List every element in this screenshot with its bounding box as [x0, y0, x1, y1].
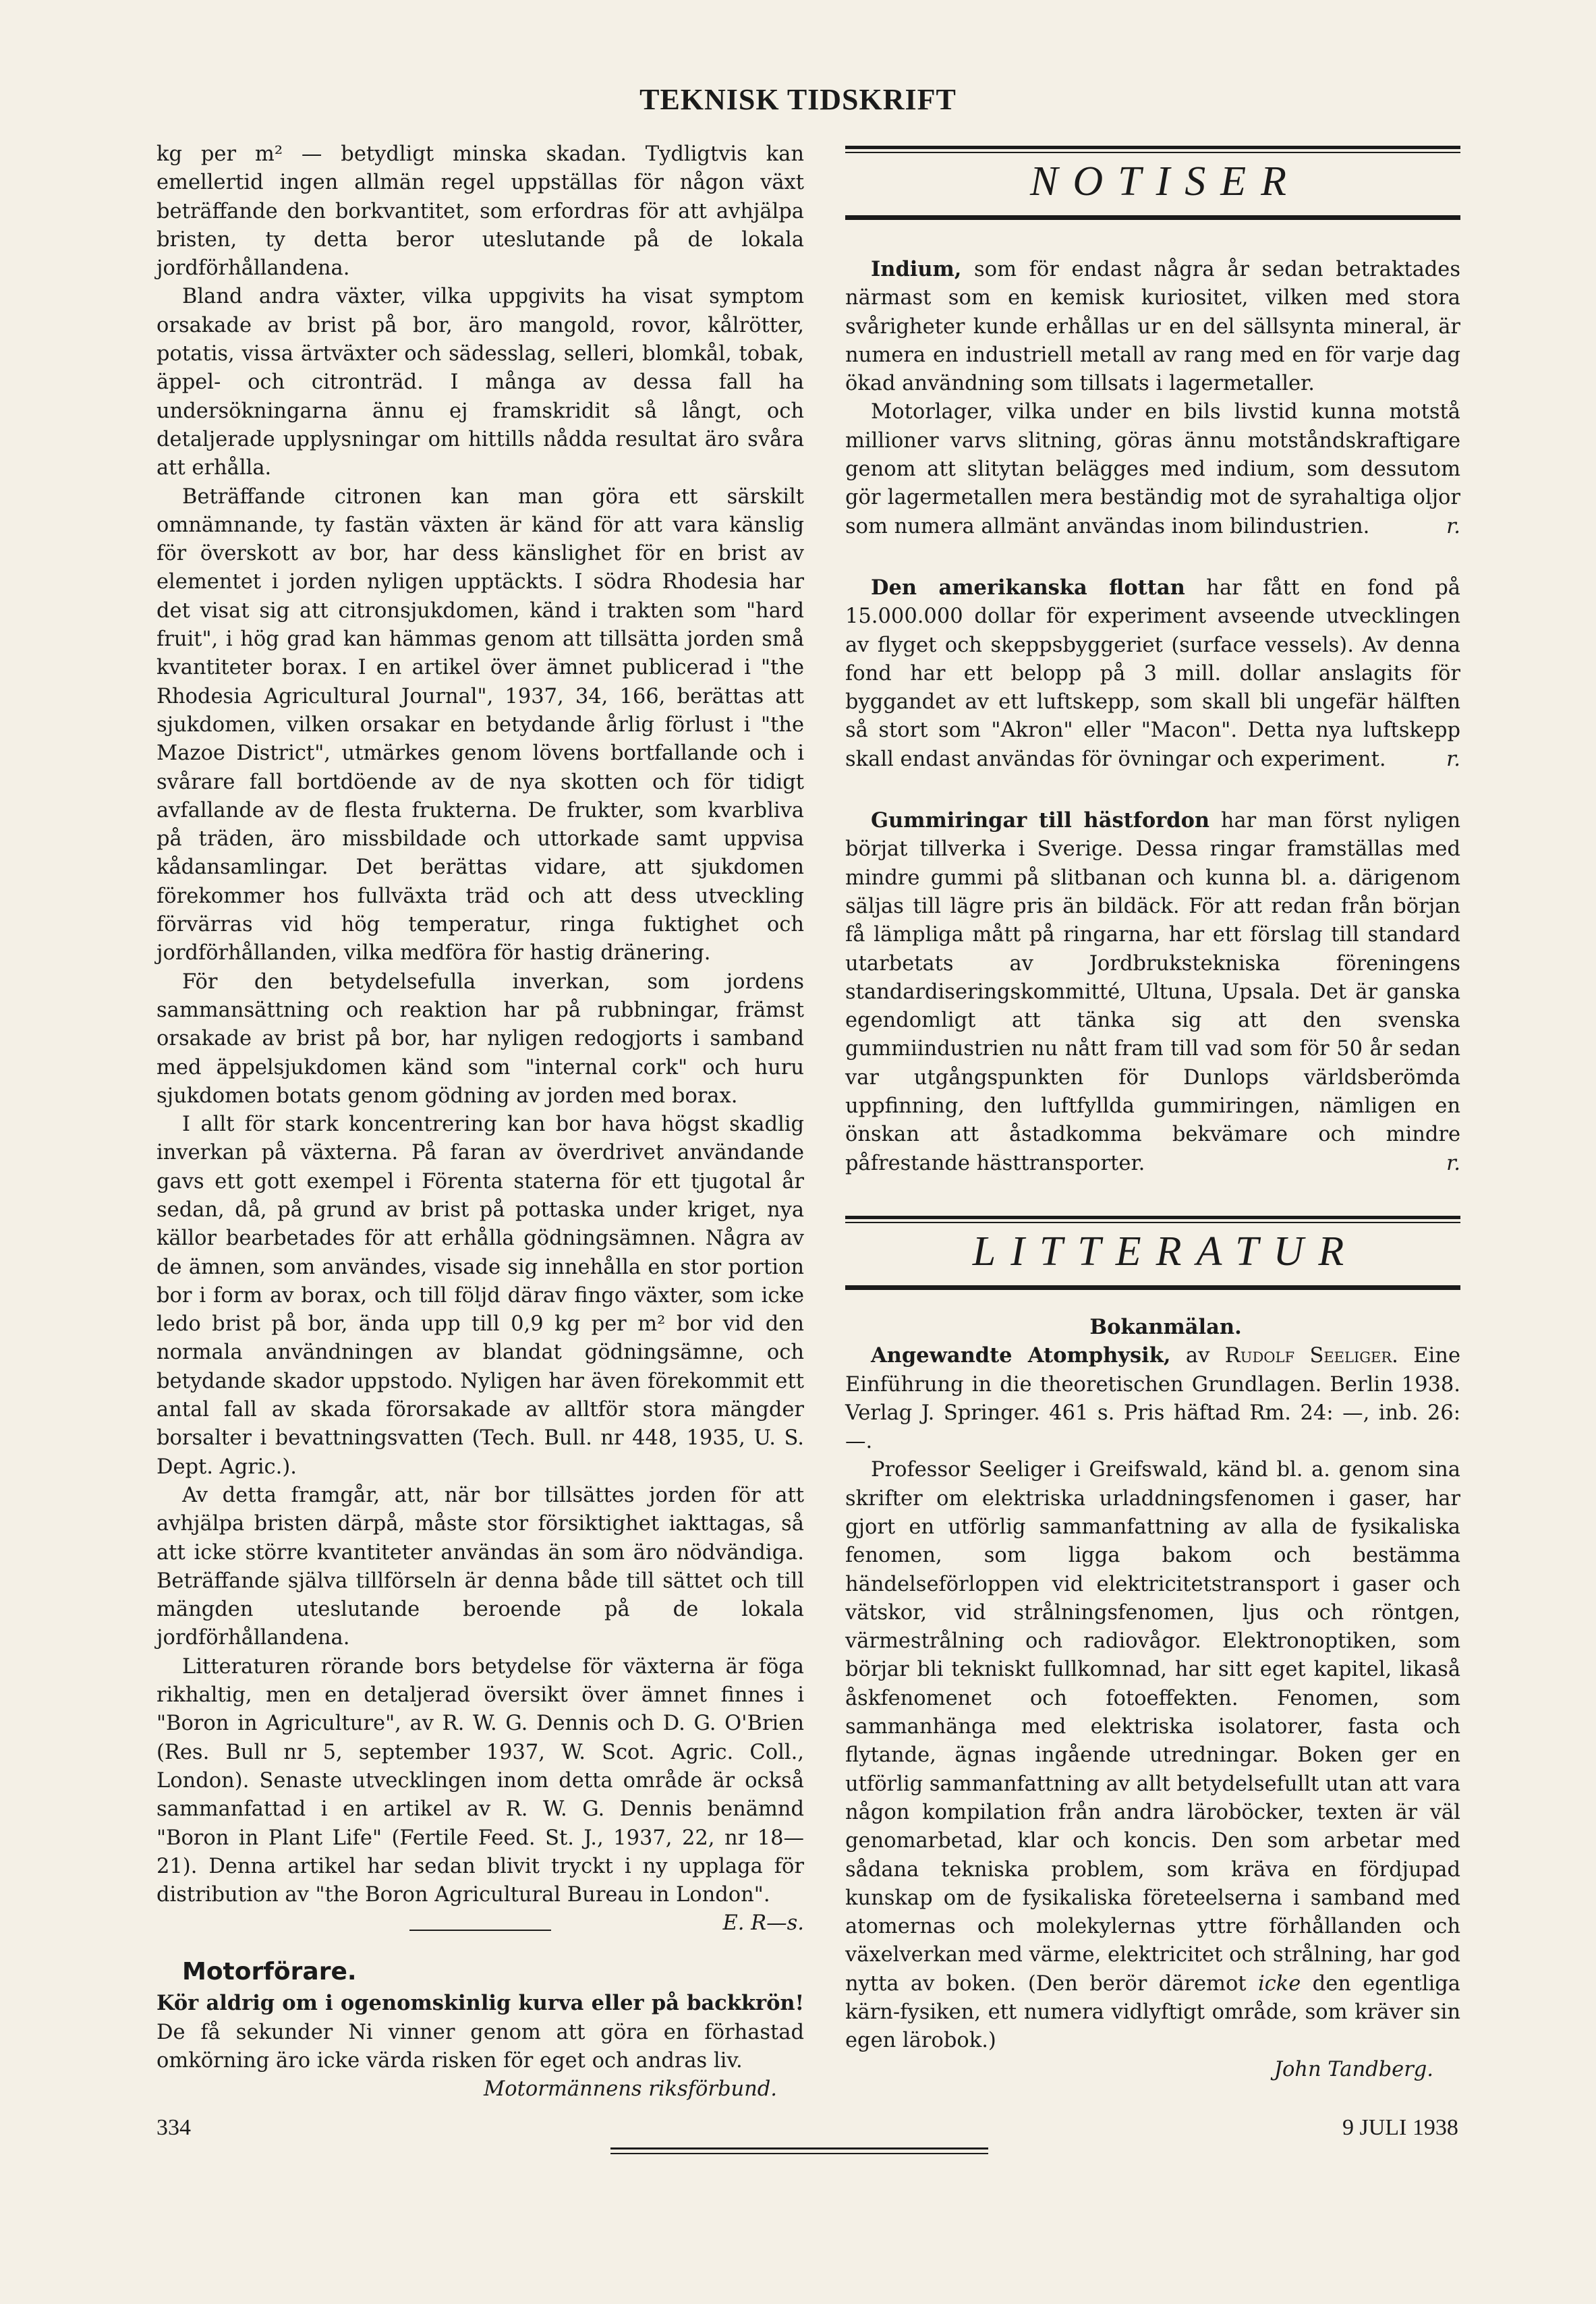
paragraph-text: Eine Einführung in die theoretischen Grundlagen. Berlin 1938. Verlag J. Springer. 461 s. Pris häftad Rm. 24: —, inb. 26: —.	[845, 1344, 1460, 1454]
paragraph-text: har man först nyligen börjat tillverka i Sverige. Dessa ringar framställas med mindre gummi på slitbanan och kunna bl. a. därigenom säljas till lägre pris än bildäck. För att redan från början få lämpliga mått på ringarna, har ett förslag till standard utarbetats av Jordbrukstekniska föreningens standardiseringskommitté, Ultuna, Upsala. Det är ganska egendomligt att tänka sig att den svenska gummiindustrien nu nått fram till vad som för 50 år sedan var utgångspunkten för Dunlops världsberömda uppfinning, den luftfyllda gummiringen, nämligen en önskan att åstadkomma bekvämare och mindre påfrestande hästtransporter.	[845, 809, 1460, 1175]
left-column	[156, 140, 804, 2104]
signature: Motormännens riksförbund.	[484, 2077, 777, 2102]
lead-text: Den amerikanska flottan	[871, 575, 1185, 600]
paragraph: I allt för stark koncentrering kan bor hava högst skadlig inverkan på växterna. På faran av överdrivet användande gavs ett gott exempel i Förenta staterna för ett tjugotal år sedan, då, på grund av brist på pottaska under kriget, nya källor bearbetades för att erhålla gödningsämnen. Några av de ämnen, som användes, visade sig innehålla en stor portion bor i form av borax, och till följd därav fingo växter, som icke ledo brist på bor, ända upp till 0,9 kg per m² bor vid den normala användningen av blandat gödningsämne, och betydande skador uppstodo. Nyligen har även förekommit ett antal fall av skada förorsakade av alltför stora mängder borsalter i bevattningsvatten (Tech. Bull. nr 448, 1935, U. S. Dept. Agric.).	[156, 1113, 804, 1479]
signature: r.	[1446, 747, 1460, 771]
section-title-notiser: NOTISER	[1030, 159, 1301, 204]
lead-text: Kör aldrig om i ogenomskinlig kurva eller på backkrön!	[156, 1991, 804, 2016]
paragraph	[845, 806, 1460, 1178]
paragraph: Bland andra växter, vilka uppgivits ha visat symptom orsakade av brist på bor, äro mangold, rovor, kålrötter, potatis, vissa ärtväxter och sädesslag, selleri, blomkål, tobak, äppel- och citronträd. I många av dessa fall ha undersökningarna ännu ej framskridit så långt, och detaljerade upplysningar om hittills nådda resultat äro svåra att erhålla.	[156, 285, 804, 480]
rule	[845, 1285, 1460, 1293]
paragraph	[156, 1653, 804, 1936]
divider	[409, 1930, 551, 1931]
paragraph	[156, 1989, 804, 2075]
masthead: TEKNISK TIDSKRIFT	[639, 83, 957, 116]
signature: r.	[1446, 514, 1460, 538]
right-column	[845, 140, 1460, 2084]
section-heading: Motorförare.	[182, 1958, 357, 1986]
italic-text: icke	[1257, 1971, 1301, 1996]
book-title: Angewandte Atomphysik,	[871, 1343, 1171, 1368]
issue-date: 9 JULI 1938	[1342, 2115, 1458, 2140]
paragraph-text: har fått en fond på 15.000.000 dollar för experiment avseende utvecklingen av flyget och skeppsbyggeriet (surface vessels). Av denna fond har ett belopp på 3 mill. dollar anslagits för byggandet av ett luftskepp, som skall bli ungefär hälften så stort som "Akron" eller "Macon". Detta nya luftskepp skall endast användas för övningar och experiment.	[845, 575, 1460, 771]
rule	[845, 146, 1460, 153]
lead-text: Gummiringar till hästfordon	[871, 808, 1210, 833]
paragraph	[845, 255, 1460, 398]
page-number: 334	[156, 2115, 191, 2140]
paragraph	[845, 1341, 1460, 1456]
signature: r.	[1446, 1151, 1460, 1175]
rule	[845, 215, 1460, 223]
paragraph: kg per m² — betydligt minska skadan. Tydligtvis kan emellertid ingen allmän regel uppställas för någon växt beträffande den borkvantitet, som erfordras för att avhjälpa bristen, ty detta beror uteslutande på de lokala jordförhållandena.	[156, 142, 804, 281]
paragraph-text: De få sekunder Ni vinner genom att göra en förhastad omkörning äro icke värda risken för eget och andras liv.	[156, 2020, 804, 2073]
paragraph-text: av	[1170, 1344, 1225, 1368]
paragraph	[845, 573, 1460, 774]
paragraph: Av detta framgår, att, när bor tillsättes jorden för att avhjälpa bristen därpå, måste stor försiktighet iakttagas, så att icke större kvantiteter användas än som äro nödvändiga. Beträffande själva tillförseln är denna både till sättet och till mängden uteslutande beroende på de lokala jordförhållandena.	[156, 1483, 804, 1650]
subheading: Bokanmälan.	[1089, 1314, 1242, 1339]
book-author: Rudolf Seeliger.	[1224, 1344, 1398, 1368]
lead-text: Indium,	[871, 257, 962, 281]
signature: John Tandberg.	[1274, 2057, 1433, 2081]
paragraph	[845, 398, 1460, 540]
paragraph-text: den egentliga kärn-fysiken, ett numera vidlyftigt område, som kräver sin egen lärobok.)	[845, 1971, 1460, 2053]
rule	[845, 1216, 1460, 1223]
paragraph: Beträffande citronen kan man göra ett särskilt omnämnande, ty fastän växten är känd för att vara känslig för överskott av bor, har dess känslighet för en brist av elementet i jorden nyligen upptäckts. I södra Rhodesia har det visat sig att citronsjukdomen, känd i trakten som "hard fruit", i hög grad kan hämmas genom att tillsätta jorden små kvantiteter borax. I en artikel över ämnet publicerad i "the Rhodesia Agricultural Journal", 1937, 34, 166, berättas att sjukdomen, vilken orsakar en betydande årlig förlust i "the Mazoe District", utmärkes genom lövens bortfallande och i svårare fall bortdöende av de nya skotten och för tidigt avfallande av de flesta frukterna. De frukter, som kvarbliva på träden, äro missbildade och uttorkade samt uppvisa kådansamlingar. Det berättas vidare, att sjukdomen förekommer hos fullväxta träd och att dess utveckling förvärras vid hög temperatur, ringa fuktighet och jordförhållanden, vilka medföra för hastig dränering.	[156, 484, 804, 965]
paragraph: För den betydelsefulla inverkan, som jordens sammansättning och reaktion har på rubbningar, främst orsakade av brist på bor, har nyligen redogjorts i samband med äppelsjukdomen känd som "internal cork" och huru sjukdomen botats genom gödning av jorden med borax.	[156, 970, 804, 1108]
footer-rule	[610, 2147, 988, 2154]
paragraph	[845, 1456, 1460, 2055]
paragraph-text: Professor Seeliger i Greifswald, känd bl. a. genom sina skrifter om elektriska urladdningsfenomen i gaser, har gjort en utförlig sammanfattning av alla de fysikaliska fenomen, som ligga bakom och bestämma händelseförloppen vid elektricitetstransport i gaser och vätskor, vid strålningsfenomen, ljus och röntgen, värmestrålning och radiovågor. Elektronoptiken, som börjar bli tekniskt fullkomnad, har sitt eget kapitel, likaså åskfenomenet och fotoeffekten. Fenomen, som sammanhänga med elektriska isolatorer, fasta och flytande, ägnas ingående utredningar. Boken ger en utförlig sammanfattning av allt betydelsefullt utan att vara någon kompilation från andra läroböcker, texten är väl genomarbetad, klar och koncis. Den som arbetar med sådana tekniska problem, som kräva en fördjupad kunskap om de fysikaliska företeelserna i samband med atomernas och molekylernas yttre förhållanden och växelverkan med värme, elektricitet och strålning, har god nytta av boken. (Den berör däremot	[845, 1458, 1460, 1996]
paragraph-text: Litteraturen rörande bors betydelse för växterna är föga rikhaltig, men en detaljerad översikt över ämnet finnes i "Boron in Agriculture", av R. W. G. Dennis och D. G. O'Brien (Res. Bull nr 5, september 1937, W. Scot. Agric. Coll., London). Senaste utvecklingen inom detta område är också sammanfattad i en artikel av R. W. G. Dennis benämnd "Boron in Plant Life" (Fertile Feed. St. J., 1937, 22, nr 18—21). Denna artikel har sedan blivit tryckt i ny upplaga för distribution av "the Boron Agricultural Bureau in London".	[156, 1654, 804, 1907]
section-title-litteratur: LITTERATUR	[972, 1228, 1359, 1274]
paragraph-text: Motorlager, vilka under en bils livstid kunna motstå millioner varvs slitning, göras ännu motståndskraftigare genom att slitytan belägges med indium, som dessutom gör lagermetallen mera beständig mot de syrahaltiga oljor som numera allmänt användas inom bilindustrien.	[845, 400, 1460, 538]
signature: E. R—s.	[722, 1911, 804, 1936]
paragraph-text: som för endast några år sedan betraktades närmast som en kemisk kuriositet, vilken med stora svårigheter kunde erhållas ur en del sällsynta mineral, är numera en industriell metall av rang med en för varje dag ökad användning som tillsats i lagermetaller.	[845, 258, 1460, 396]
